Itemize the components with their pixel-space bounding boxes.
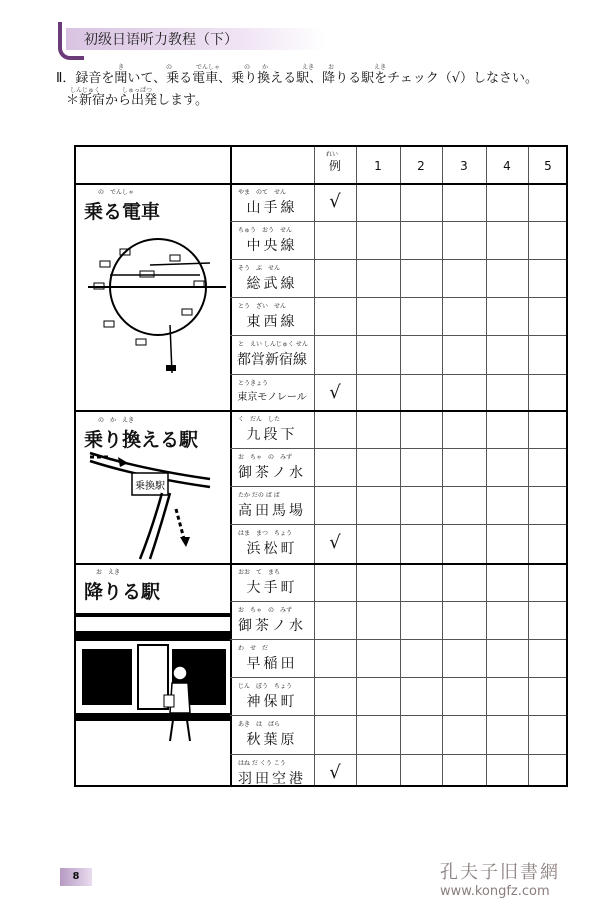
row-divider <box>230 639 566 640</box>
row-divider <box>230 754 566 755</box>
column-header-1: 1 <box>374 159 382 173</box>
row-divider <box>230 374 566 375</box>
row-divider <box>230 601 566 602</box>
station-furigana: じん ぼう ちょう <box>238 683 293 691</box>
station-furigana: とう ざい せん <box>238 303 287 311</box>
train-platform-illustration <box>76 613 230 753</box>
station-name: 大手町 <box>246 580 298 596</box>
transfer-illustration <box>80 449 226 563</box>
furigana-shinjuku: しんじゅく <box>70 87 101 94</box>
column-header-5: 5 <box>544 159 552 173</box>
column-header-4: 4 <box>503 159 511 173</box>
col-divider-5 <box>528 147 529 785</box>
station-furigana: く だん した <box>238 416 281 423</box>
col-divider-1 <box>356 147 357 785</box>
page-number: 8 <box>72 871 80 882</box>
section-2-title: 乗り換える駅 <box>84 429 199 451</box>
column-header-3: 3 <box>460 159 468 173</box>
section-1-divider <box>76 410 566 412</box>
furigana-shuppatsu: しゅっぱつ <box>122 87 153 94</box>
example-checkmark: √ <box>329 532 341 554</box>
section-3-title: 降りる駅 <box>84 581 161 603</box>
station-name: 山手線 <box>246 200 298 216</box>
station-name: 御茶ノ水 <box>238 465 306 482</box>
station-name: 御茶ノ水 <box>238 618 306 635</box>
station-furigana: おお て まち <box>238 569 281 576</box>
watermark-line-2: www.kongfz.com <box>440 884 550 899</box>
station-name: 九段下 <box>246 427 298 443</box>
header-row-divider <box>76 183 566 185</box>
example-checkmark: √ <box>329 761 341 783</box>
row-divider <box>230 221 566 222</box>
row-divider <box>230 677 566 678</box>
rail-map-illustration <box>80 225 226 375</box>
station-furigana: ちゅう おう せん <box>238 227 293 235</box>
station-name: 秋葉原 <box>246 732 298 749</box>
station-furigana: わ せ だ <box>238 645 269 653</box>
station-name: 東西線 <box>246 314 298 331</box>
book-title: 初级日语听力教程（下） <box>84 32 238 48</box>
col-divider-4 <box>486 147 487 785</box>
station-furigana: たか だの ば ば <box>238 492 280 500</box>
station-furigana: お ちゃ の みず <box>238 454 293 462</box>
station-name: 東京モノレール <box>237 391 307 403</box>
row-divider <box>230 524 566 525</box>
station-name: 羽田空港 <box>238 770 306 787</box>
instruction-block <box>56 64 539 112</box>
instruction-line-1: Ⅱ．録音を聞いて、乗る電車、乗り換える駅、降りる駅をチェック（√）しなさい。 <box>56 71 539 86</box>
furigana-densha: でんしゃ <box>196 64 221 71</box>
station-furigana: あき は ばら <box>238 721 281 729</box>
furigana-ka: か <box>262 64 269 71</box>
column-header-example: 例 <box>328 159 341 173</box>
station-name: 都営新宿線 <box>237 352 307 369</box>
station-name: 中央線 <box>246 238 298 255</box>
row-divider <box>230 335 566 336</box>
section-3-furigana: お えき <box>96 569 121 576</box>
station-name: 神保町 <box>246 694 298 711</box>
section-2-furigana: の か えき <box>98 417 135 424</box>
station-name: 高田馬場 <box>238 503 306 520</box>
station-name: 総武線 <box>246 276 298 293</box>
section-2-divider <box>76 563 566 565</box>
station-furigana: お ちゃ の みず <box>238 607 293 615</box>
row-divider <box>230 259 566 260</box>
section-1-title: 乗る電車 <box>84 201 161 223</box>
col-divider-2 <box>400 147 401 785</box>
page-number-badge <box>60 868 92 886</box>
furigana-nori: の <box>244 64 251 71</box>
column-header-2: 2 <box>417 159 425 173</box>
station-furigana: とうきょう <box>238 379 269 387</box>
furigana-ori: お <box>328 64 335 71</box>
station-name: 浜松町 <box>246 541 298 558</box>
station-furigana: はま まつ ちょう <box>238 530 293 538</box>
example-checkmark: √ <box>329 191 341 212</box>
col-divider-example <box>314 147 315 785</box>
col-divider-3 <box>442 147 443 785</box>
watermark <box>440 858 560 899</box>
station-furigana: と えい しんじゅく せん <box>238 341 308 349</box>
row-divider <box>230 297 566 298</box>
section-1-furigana: の でんしゃ <box>98 189 135 196</box>
answer-table <box>74 145 568 787</box>
station-furigana: やま のて せん <box>238 189 287 196</box>
furigana-kiki: き <box>118 64 125 71</box>
station-furigana: そう ぶ せん <box>238 265 281 273</box>
row-divider <box>230 715 566 716</box>
station-name: 早稲田 <box>246 656 298 673</box>
instruction-line-2: ＊新宿から出発します。 <box>66 93 208 108</box>
column-furigana-rei: れい <box>326 151 339 158</box>
row-divider <box>230 486 566 487</box>
station-furigana: はね だ くう こう <box>238 759 286 767</box>
example-checkmark: √ <box>329 381 341 403</box>
furigana-eki1: えき <box>302 64 315 71</box>
row-divider <box>230 448 566 449</box>
furigana-eki2: えき <box>374 64 387 71</box>
watermark-line-1: 孔夫子旧書網 <box>440 862 560 883</box>
chapter-header <box>40 18 330 60</box>
furigana-noru: の <box>166 64 173 71</box>
station-sign: 乗換駅 <box>135 481 165 492</box>
